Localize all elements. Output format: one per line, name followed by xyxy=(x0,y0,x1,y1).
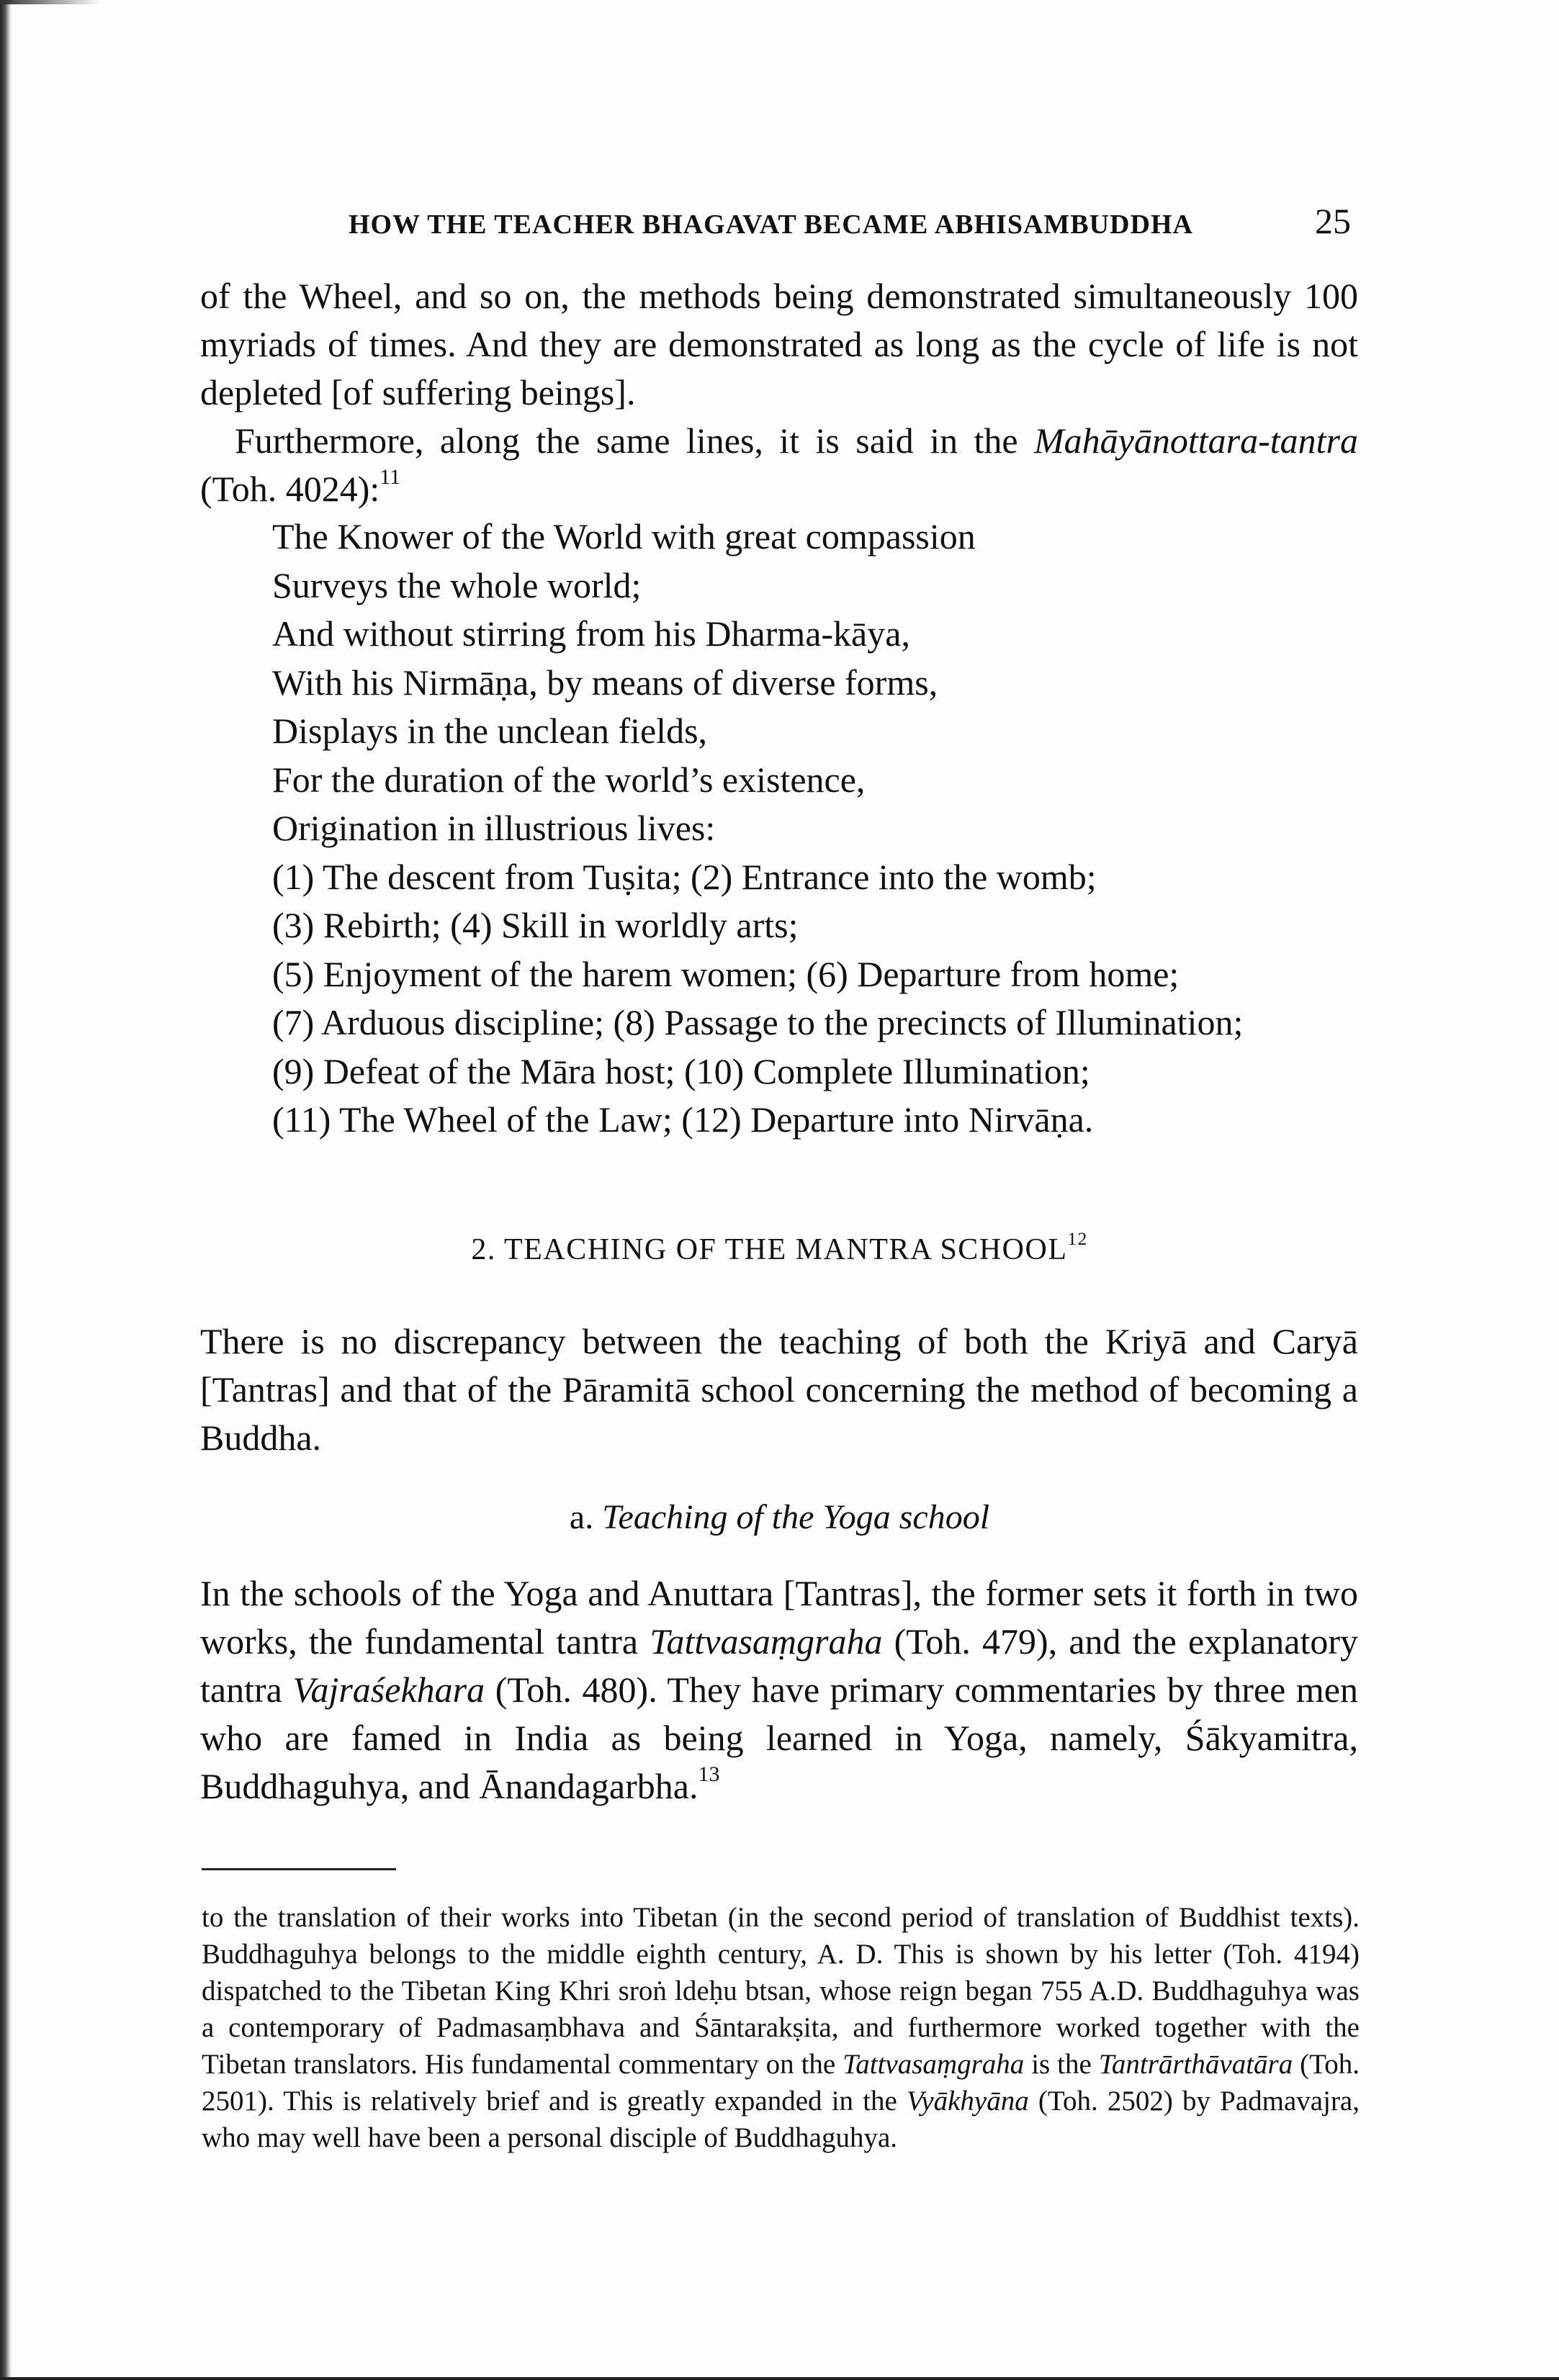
verse-line: Origination in illustrious lives: xyxy=(272,808,716,848)
citation-text-after: (Toh. 4024): xyxy=(200,469,380,509)
yoga-text: In the schools of the Yoga and Anuttara [Tantras], the former sets it forth in two works, the fundamental tantra xyxy=(200,1573,1358,1662)
citation-paragraph xyxy=(200,417,1358,513)
verse-line: Displays in the unclean fields, xyxy=(272,711,708,751)
work-title: Tattvasaṃgraha xyxy=(843,2049,1025,2080)
yoga-text: (Toh. 480). They have primary commentaries by three men who are famed in India as being learned in Yoga, namely, Śākyamitra, Buddhaguhya, and Ānandagarbha. xyxy=(200,1669,1358,1806)
footnote-span: (Toh. 2502) by Padmavajra, who may well have been a personal disciple of Buddhaguhya. xyxy=(202,2086,1360,2153)
subsection-title: Teaching of the Yoga school xyxy=(602,1498,990,1536)
verse-line: Surveys the whole world; xyxy=(272,564,642,605)
verse-line: (7) Arduous discipline; (8) Passage to the precincts of Illumination; xyxy=(272,1002,1244,1042)
section-heading xyxy=(0,1229,1559,1267)
verse-line: (5) Enjoyment of the harem women; (6) Departure from home; xyxy=(272,953,1180,994)
subsection-label: a. xyxy=(569,1498,603,1536)
section-heading-text: 2. TEACHING OF THE MANTRA SCHOOL xyxy=(471,1233,1068,1266)
footnote-ref-12: 12 xyxy=(1067,1229,1088,1249)
verse-line: And without stirring from his Dharma-kāya, xyxy=(272,613,910,654)
footnote-rule xyxy=(202,1868,396,1870)
footnote-span: (Toh. 2501). This is relatively brief and is greatly expanded in the xyxy=(202,2049,1360,2117)
running-head: HOW THE TEACHER BHAGAVAT BECAME ABHISAMBUDDHA xyxy=(349,209,1193,240)
page-number: 25 xyxy=(1315,201,1351,241)
work-title: Tattvasaṃgraha xyxy=(650,1621,883,1662)
intro-paragraphs xyxy=(200,272,1358,513)
footnote-span: is the xyxy=(1024,2049,1099,2080)
verse-line: With his Nirmāṇa, by means of diverse forms, xyxy=(272,662,938,703)
citation-text-before: Furthermore, along the same lines, it is said in the xyxy=(235,420,1035,461)
work-title: Tantrārthāvatāra xyxy=(1098,2049,1293,2080)
work-title: Vajraśekhara xyxy=(292,1669,485,1710)
footnote-ref-11: 11 xyxy=(379,465,401,489)
footnote-text xyxy=(202,1899,1360,2156)
verse-quotation xyxy=(272,513,1243,1145)
footnote-span: to the translation of their works into Tibetan (in the second period of translation of Buddhist texts). Buddhaguhya belongs to the middle eighth century, A. D. This is shown by his letter (Toh. 4194) dispatched to the Tibetan King Khri sroṅ ldeḥu btsan, whose reign began 755 A.D. Buddhaguhya was a contemporary of Padmasaṃbhava and Śāntarakṣita, and furthermore worked together with the Tibetan translators. His fundamental commentary on the xyxy=(202,1902,1360,2080)
footnote-ref-13: 13 xyxy=(698,1762,720,1786)
citation-title: Mahāyānottara-tantra xyxy=(1034,420,1358,461)
verse-line: (9) Defeat of the Māra host; (10) Complete Illumination; xyxy=(272,1050,1090,1091)
verse-line: The Knower of the World with great compassion xyxy=(272,516,976,556)
verse-line: (11) The Wheel of the Law; (12) Departure into Nirvāṇa. xyxy=(272,1099,1094,1140)
section-paragraph: There is no discrepancy between the teaching of both the Kriyā and Caryā [Tantras] and that of the Pāramitā school concerning the method of becoming a Buddha. xyxy=(200,1321,1358,1458)
subsection-heading xyxy=(0,1497,1559,1537)
verse-line: (1) The descent from Tuṣita; (2) Entrance into the womb; xyxy=(272,856,1097,897)
yoga-text: (Toh. 479), and the explanatory tantra xyxy=(200,1621,1359,1710)
yoga-paragraph xyxy=(200,1569,1358,1811)
verse-line: For the duration of the world’s existence, xyxy=(272,759,866,800)
continued-paragraph: of the Wheel, and so on, the methods being demonstrated simultaneously 100 myriads of times. And they are demonstrated as long as the cycle of life is not depleted [of suffering beings]. xyxy=(200,276,1358,413)
work-title: Vyākhyāna xyxy=(907,2086,1029,2117)
verse-line: (3) Rebirth; (4) Skill in worldly arts; xyxy=(272,905,799,945)
